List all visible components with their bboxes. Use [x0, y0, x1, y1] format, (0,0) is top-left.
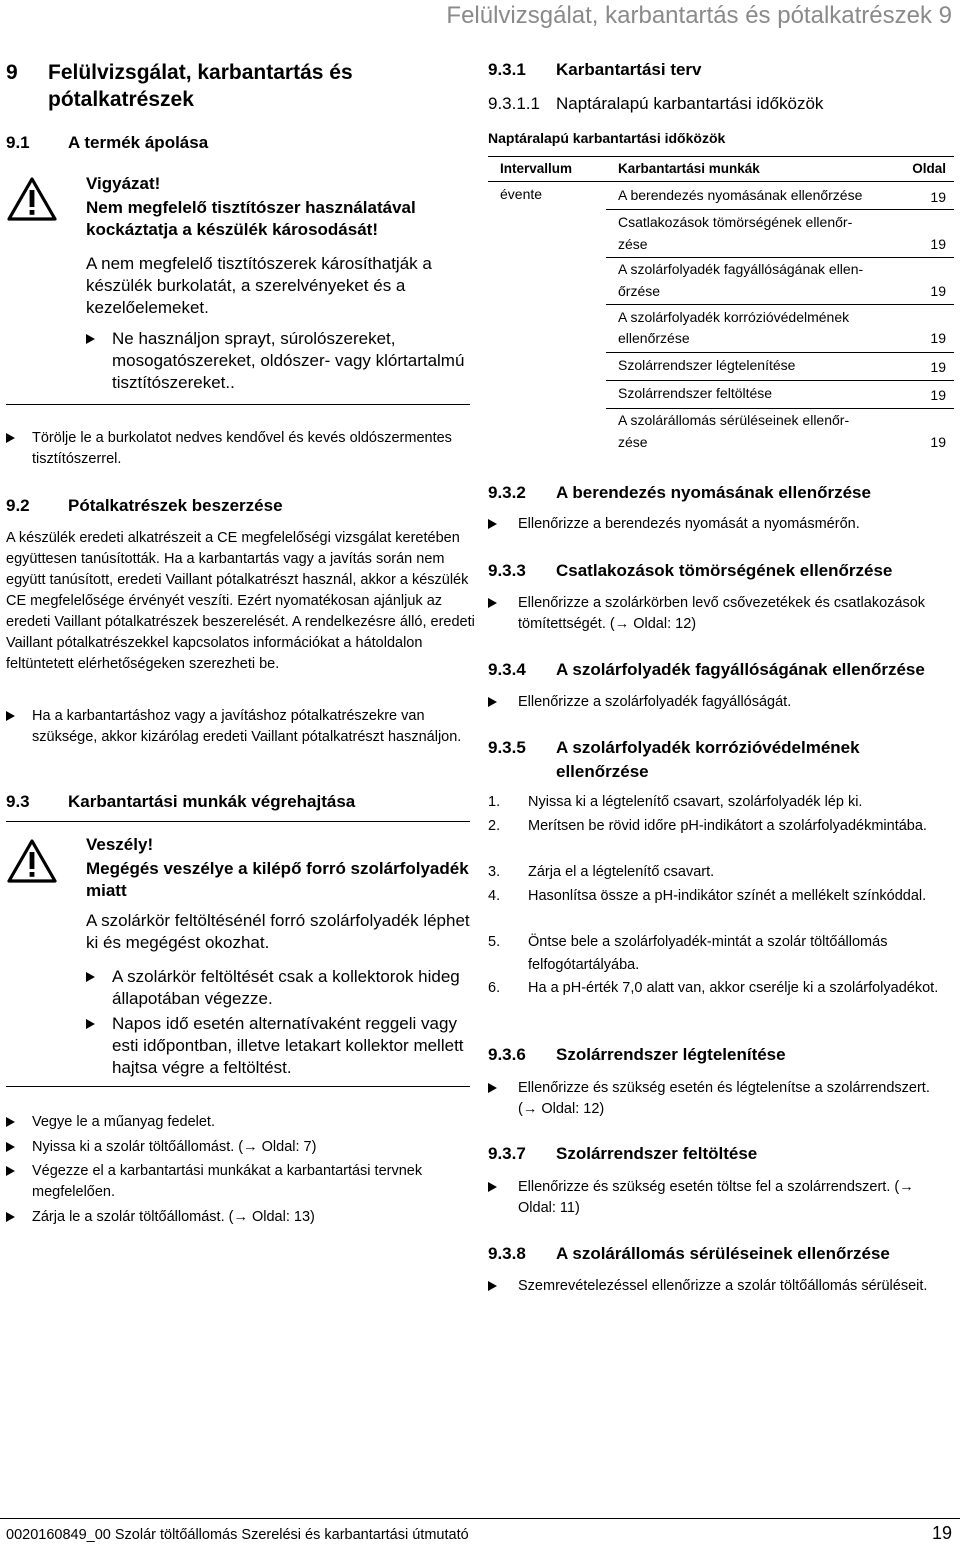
section-number: 9.3.4: [488, 660, 526, 679]
section-number: 9.3.3: [488, 561, 526, 580]
divider: [6, 404, 470, 405]
section-title: Csatlakozások tömörségének ellenőrzése: [556, 561, 893, 580]
section-number: 9.3.2: [488, 483, 526, 502]
section-number: 9.3: [6, 792, 30, 811]
bullet-arrow-icon: [6, 1212, 15, 1222]
bullet-arrow-icon: [488, 1281, 497, 1291]
bullet-arrow-icon: [488, 697, 497, 707]
section-number: 9.3.5: [488, 738, 526, 757]
section-title: Pótalkatrészek beszerzése: [68, 496, 283, 515]
warning-triangle-icon: [6, 176, 58, 222]
section-title: A szolárfolyadék fagyállóságának ellenőrzése: [556, 660, 925, 679]
bullet-arrow-icon: [6, 711, 15, 721]
table-caption: Naptáralapú karbantartási időközök: [488, 130, 726, 146]
section-title: Karbantartási munkák végrehajtása: [68, 792, 356, 811]
caution-text: A nem megfelelő tisztítószerek károsíthatják a készülék burkolatát, a szerelvényeket és a kezelőelemeket.: [86, 254, 432, 317]
divider: [6, 1086, 470, 1087]
caution-label: Vigyázat!: [86, 174, 161, 193]
section-title: Naptáralapú karbantartási időközök: [556, 94, 824, 113]
section-title: Szolárrendszer légtelenítése: [556, 1045, 786, 1064]
danger-text: A szolárkör feltöltésénél forró szolárfolyadék léphet ki és megégést okozhat.: [86, 911, 470, 952]
caution-title: Nem megfelelő tisztítószer használatával kockáztatja a készülék károsodását!: [86, 198, 416, 239]
bullet-arrow-icon: [6, 1117, 15, 1127]
divider: [6, 821, 470, 822]
section-number: 9: [6, 61, 18, 84]
footer-divider: [0, 1518, 960, 1519]
danger-label: Veszély!: [86, 835, 154, 854]
section-number: 9.3.7: [488, 1144, 526, 1163]
table-header-interval: Intervallum: [500, 161, 573, 176]
table-row-divider: [606, 304, 954, 305]
warning-triangle-icon: [6, 838, 58, 884]
bullet-arrow-icon: [86, 972, 95, 982]
bullet-arrow-icon: [488, 598, 497, 608]
bullet-arrow-icon: [6, 433, 15, 443]
table-header-work: Karbantartási munkák: [618, 161, 760, 176]
table-row-divider: [606, 380, 954, 381]
bullet-arrow-icon: [488, 519, 497, 529]
section-number: 9.3.1: [488, 60, 526, 79]
table-cell-interval: évente: [500, 186, 543, 202]
paragraph-spare-parts: A készülék eredeti alkatrészeit a CE megfelelőségi vizsgálat keretében együttesen tanúsították. Ha a karbantartás vagy a javítás során nem együtt tanúsított, eredeti Vaillant pótalkatrészt használ, akkor a készülék CE megfelelősége érvényét veszíti. Ezért nyomatékosan ajánljuk az eredeti Vaillant pótalkatrészek beszerelését. A rendelkezésre álló, eredeti Vaillant pótalkatrészekkel kapcsolatos információkat a hátoldalon feltüntetett elérhetőségeken szerezheti be.: [6, 530, 475, 672]
section-title: A szolárfolyadék korrózióvédelmének ellenőrzése: [556, 738, 860, 781]
section-number: 9.3.1.1: [488, 94, 540, 113]
section-title: Felülvizsgálat, karbantartás és pótalkatrészek: [48, 61, 353, 111]
bullet-arrow-icon: [488, 1182, 497, 1192]
bullet-arrow-icon: [86, 334, 95, 344]
bullet-arrow-icon: [86, 1019, 95, 1029]
running-header: Felülvizsgálat, karbantartás és pótalkatrészek 9: [446, 2, 952, 29]
bullet-arrow-icon: [6, 1142, 15, 1152]
table-row-divider: [606, 209, 954, 210]
danger-title: Megégés veszélye a kilépő forró szolárfolyadék miatt: [86, 859, 469, 900]
table-header-row: [488, 156, 954, 182]
section-number: 9.3.8: [488, 1244, 526, 1263]
footer-page-number: 19: [931, 1523, 952, 1543]
section-title: A berendezés nyomásának ellenőrzése: [556, 483, 871, 502]
section-number: 9.1: [6, 133, 30, 152]
section-title: A termék ápolása: [68, 133, 209, 152]
section-title: A szolárállomás sérüléseinek ellenőrzése: [556, 1244, 890, 1263]
footer-document-title: 0020160849_00 Szolár töltőállomás Szerelési és karbantartási útmutató: [6, 1527, 469, 1543]
section-title: Szolárrendszer feltöltése: [556, 1144, 758, 1163]
section-title: Karbantartási terv: [556, 60, 702, 79]
table-header-page: Oldal: [912, 161, 946, 176]
bullet-arrow-icon: [488, 1083, 497, 1093]
table-row-divider: [606, 352, 954, 353]
bullet-arrow-icon: [6, 1166, 15, 1176]
section-number: 9.2: [6, 496, 30, 515]
section-number: 9.3.6: [488, 1045, 526, 1064]
